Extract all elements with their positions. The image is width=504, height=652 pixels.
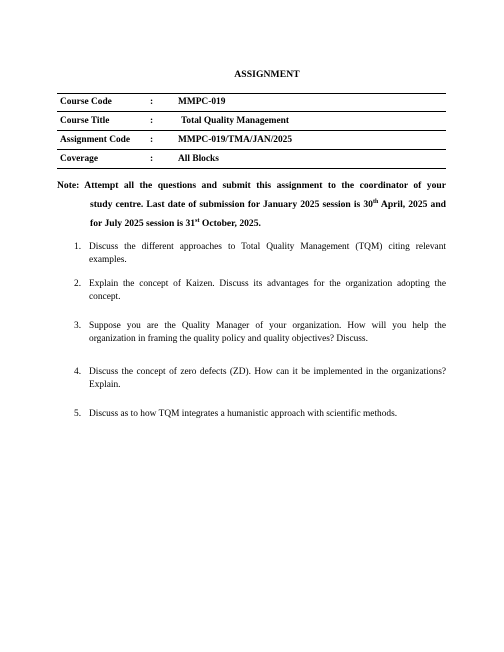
meta-value: MMPC-019 [178,97,226,107]
meta-row-assignment-code [60,135,446,149]
table-row-rule [57,130,446,131]
question-text: Discuss as to how TQM integrates a humanistic approach with scientific methods. [89,409,398,419]
meta-label: Coverage [60,154,99,164]
note-text: April, 2025 and for July 2025 session is 31 [90,199,446,229]
submission-note [57,176,446,233]
meta-colon: : [150,135,154,145]
note-superscript: th [372,199,379,205]
note-line-1: Note: Attempt all the questions and submit this assignment to the coordinator of your [57,180,446,191]
question-number: 4. [74,367,82,377]
table-bottom-rule [57,168,446,169]
question-number: 5. [74,409,82,419]
meta-label: Course Title [60,116,110,126]
table-top-rule [57,93,446,94]
meta-value: All Blocks [178,154,219,164]
meta-label: Assignment Code [60,135,131,145]
meta-row-course-title [60,116,446,130]
note-superscript: st [195,218,200,224]
meta-row-coverage [60,154,446,168]
meta-row-course-code [60,97,446,111]
question-number: 3. [74,321,82,331]
question-number: 1. [74,242,82,252]
note-text: October, 2025. [199,218,261,229]
meta-label: Course Code [60,97,112,107]
question-text: Discuss the concept of zero defects (ZD). How can it be implemented in the organizations? Explain. [89,367,446,390]
meta-colon: : [150,154,154,164]
note-text: study centre. Last date of submission for January 2025 session is 30 [90,199,373,210]
question-text: Explain the concept of Kaizen. Discuss its advantages for the organization adopting the concept. [89,279,446,302]
question-text: Suppose you are the Quality Manager of your organization. How will you help the organization in framing the quality policy and quality objectives? Discuss. [89,321,446,344]
table-row-rule [57,111,446,112]
question-text: Discuss the different approaches to Total Quality Management (TQM) citing relevant examples. [89,242,446,265]
meta-value: MMPC-019/TMA/JAN/2025 [178,135,293,145]
meta-colon: : [150,97,154,107]
table-row-rule [57,149,446,150]
meta-value: Total Quality Management [181,116,289,126]
meta-colon: : [150,116,154,126]
page-title: ASSIGNMENT [234,69,300,80]
note-continuation [57,195,446,233]
question-number: 2. [74,279,82,289]
